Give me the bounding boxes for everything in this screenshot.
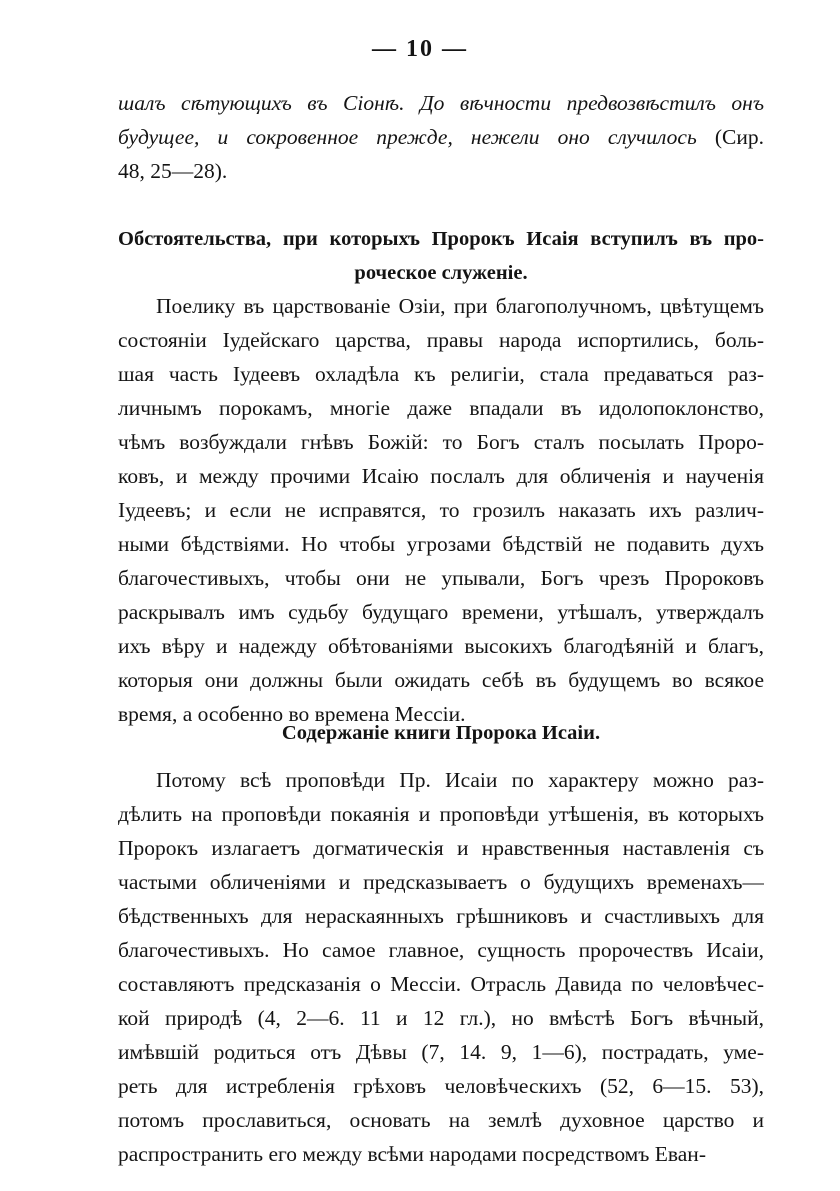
continuation-paragraph [118,86,764,188]
heading-line: Обстоятельства, при которыхъ Пророкъ Исаія вступилъ въ про- [118,228,764,250]
text-line: шая часть Іудеевъ охладѣла къ религіи, стала предаваться раз- [118,362,764,386]
page-number: — 10 — [372,36,468,62]
text-line: ковъ, и между прочими Исаію послалъ для обличенія и наученія [118,464,764,488]
heading-line: роческое служеніе. [354,262,528,284]
text-line: личнымъ порокамъ, многіе даже впадали въ идолопоклонство, [118,396,764,420]
text-line: Іудеевъ; и если не исправятся, то грозилъ наказать ихъ различ- [118,498,764,522]
text-line: раскрывалъ имъ судьбу будущаго времени, утѣшалъ, утверждалъ [118,600,764,624]
text-line: ихъ вѣру и надежду обѣтованіями высокихъ благодѣяній и благъ, [118,634,764,658]
text-line: Пророкъ излагаетъ догматическія и нравственныя наставленія съ [118,836,764,860]
text-line: благочестивыхъ, чтобы они не упывали, Богъ чрезъ Пророковъ [118,566,764,590]
text-line: кой природѣ (4, 2—6. 11 и 12 гл.), но вмѣстѣ Богъ вѣчный, [118,1006,764,1030]
text-line: распространить его между всѣми народами посредствомъ Еван- [118,1142,706,1166]
italic-quote-text: шалъ сѣтующихъ въ Сіонѣ. До вѣчности предвозвѣстилъ онъ [118,91,764,115]
text-line: потомъ прославиться, основать на землѣ духовное царство и [118,1108,764,1132]
text-line: Поелику въ царствованіе Озіи, при благополучномъ, цвѣтущемъ [156,294,764,318]
text-line: составляютъ предсказанія о Мессіи. Отрасль Давида по человѣчес- [118,972,764,996]
text-line [118,154,764,188]
section-heading-contents [118,716,764,750]
text-line: частыми обличеніями и предсказываетъ о будущихъ временахъ— [118,870,764,894]
section-heading-circumstances [118,222,764,290]
text-line: чѣмъ возбуждали гнѣвъ Божій: то Богъ сталъ посылать Проро- [118,430,764,454]
paragraph-contents [118,763,764,1171]
text-line: ными бѣдствіями. Но чтобы угрозами бѣдствій не подавить духъ [118,532,764,556]
heading-line: Содержаніе книги Пророка Исаіи. [281,722,601,744]
text-line [118,120,764,154]
italic-quote-text: будущее, и сокровенное прежде, нежели оно случилось [118,125,697,149]
text-line: Потому всѣ проповѣди Пр. Исаіи по характеру можно раз- [156,768,764,792]
text-line [118,86,764,120]
text-line: состояніи Іудейскаго царства, правы народа испортились, боль- [118,328,764,352]
text-line: благочестивыхъ. Но самое главное, сущность пророчествъ Исаіи, [118,938,764,962]
citation-text: 48, 25—28). [118,159,228,183]
text-line: реть для истребленія грѣховъ человѣческихъ (52, 6—15. 53), [118,1074,764,1098]
text-line: которыя они должны были ожидать себѣ въ будущемъ во всякое [118,668,764,692]
text-line: бѣдственныхъ для нераскаянныхъ грѣшниковъ и счастливыхъ для [118,904,764,928]
text-line: имѣвшій родиться отъ Дѣвы (7, 14. 9, 1—6), пострадать, уме- [118,1040,764,1064]
text-line: дѣлить на проповѣди покаянія и проповѣди утѣшенія, въ которыхъ [118,802,764,826]
paragraph-circumstances [118,289,764,731]
text-line: время, а особенно во времена Мессіи. [118,702,466,726]
citation-text: (Сир. [696,125,764,149]
